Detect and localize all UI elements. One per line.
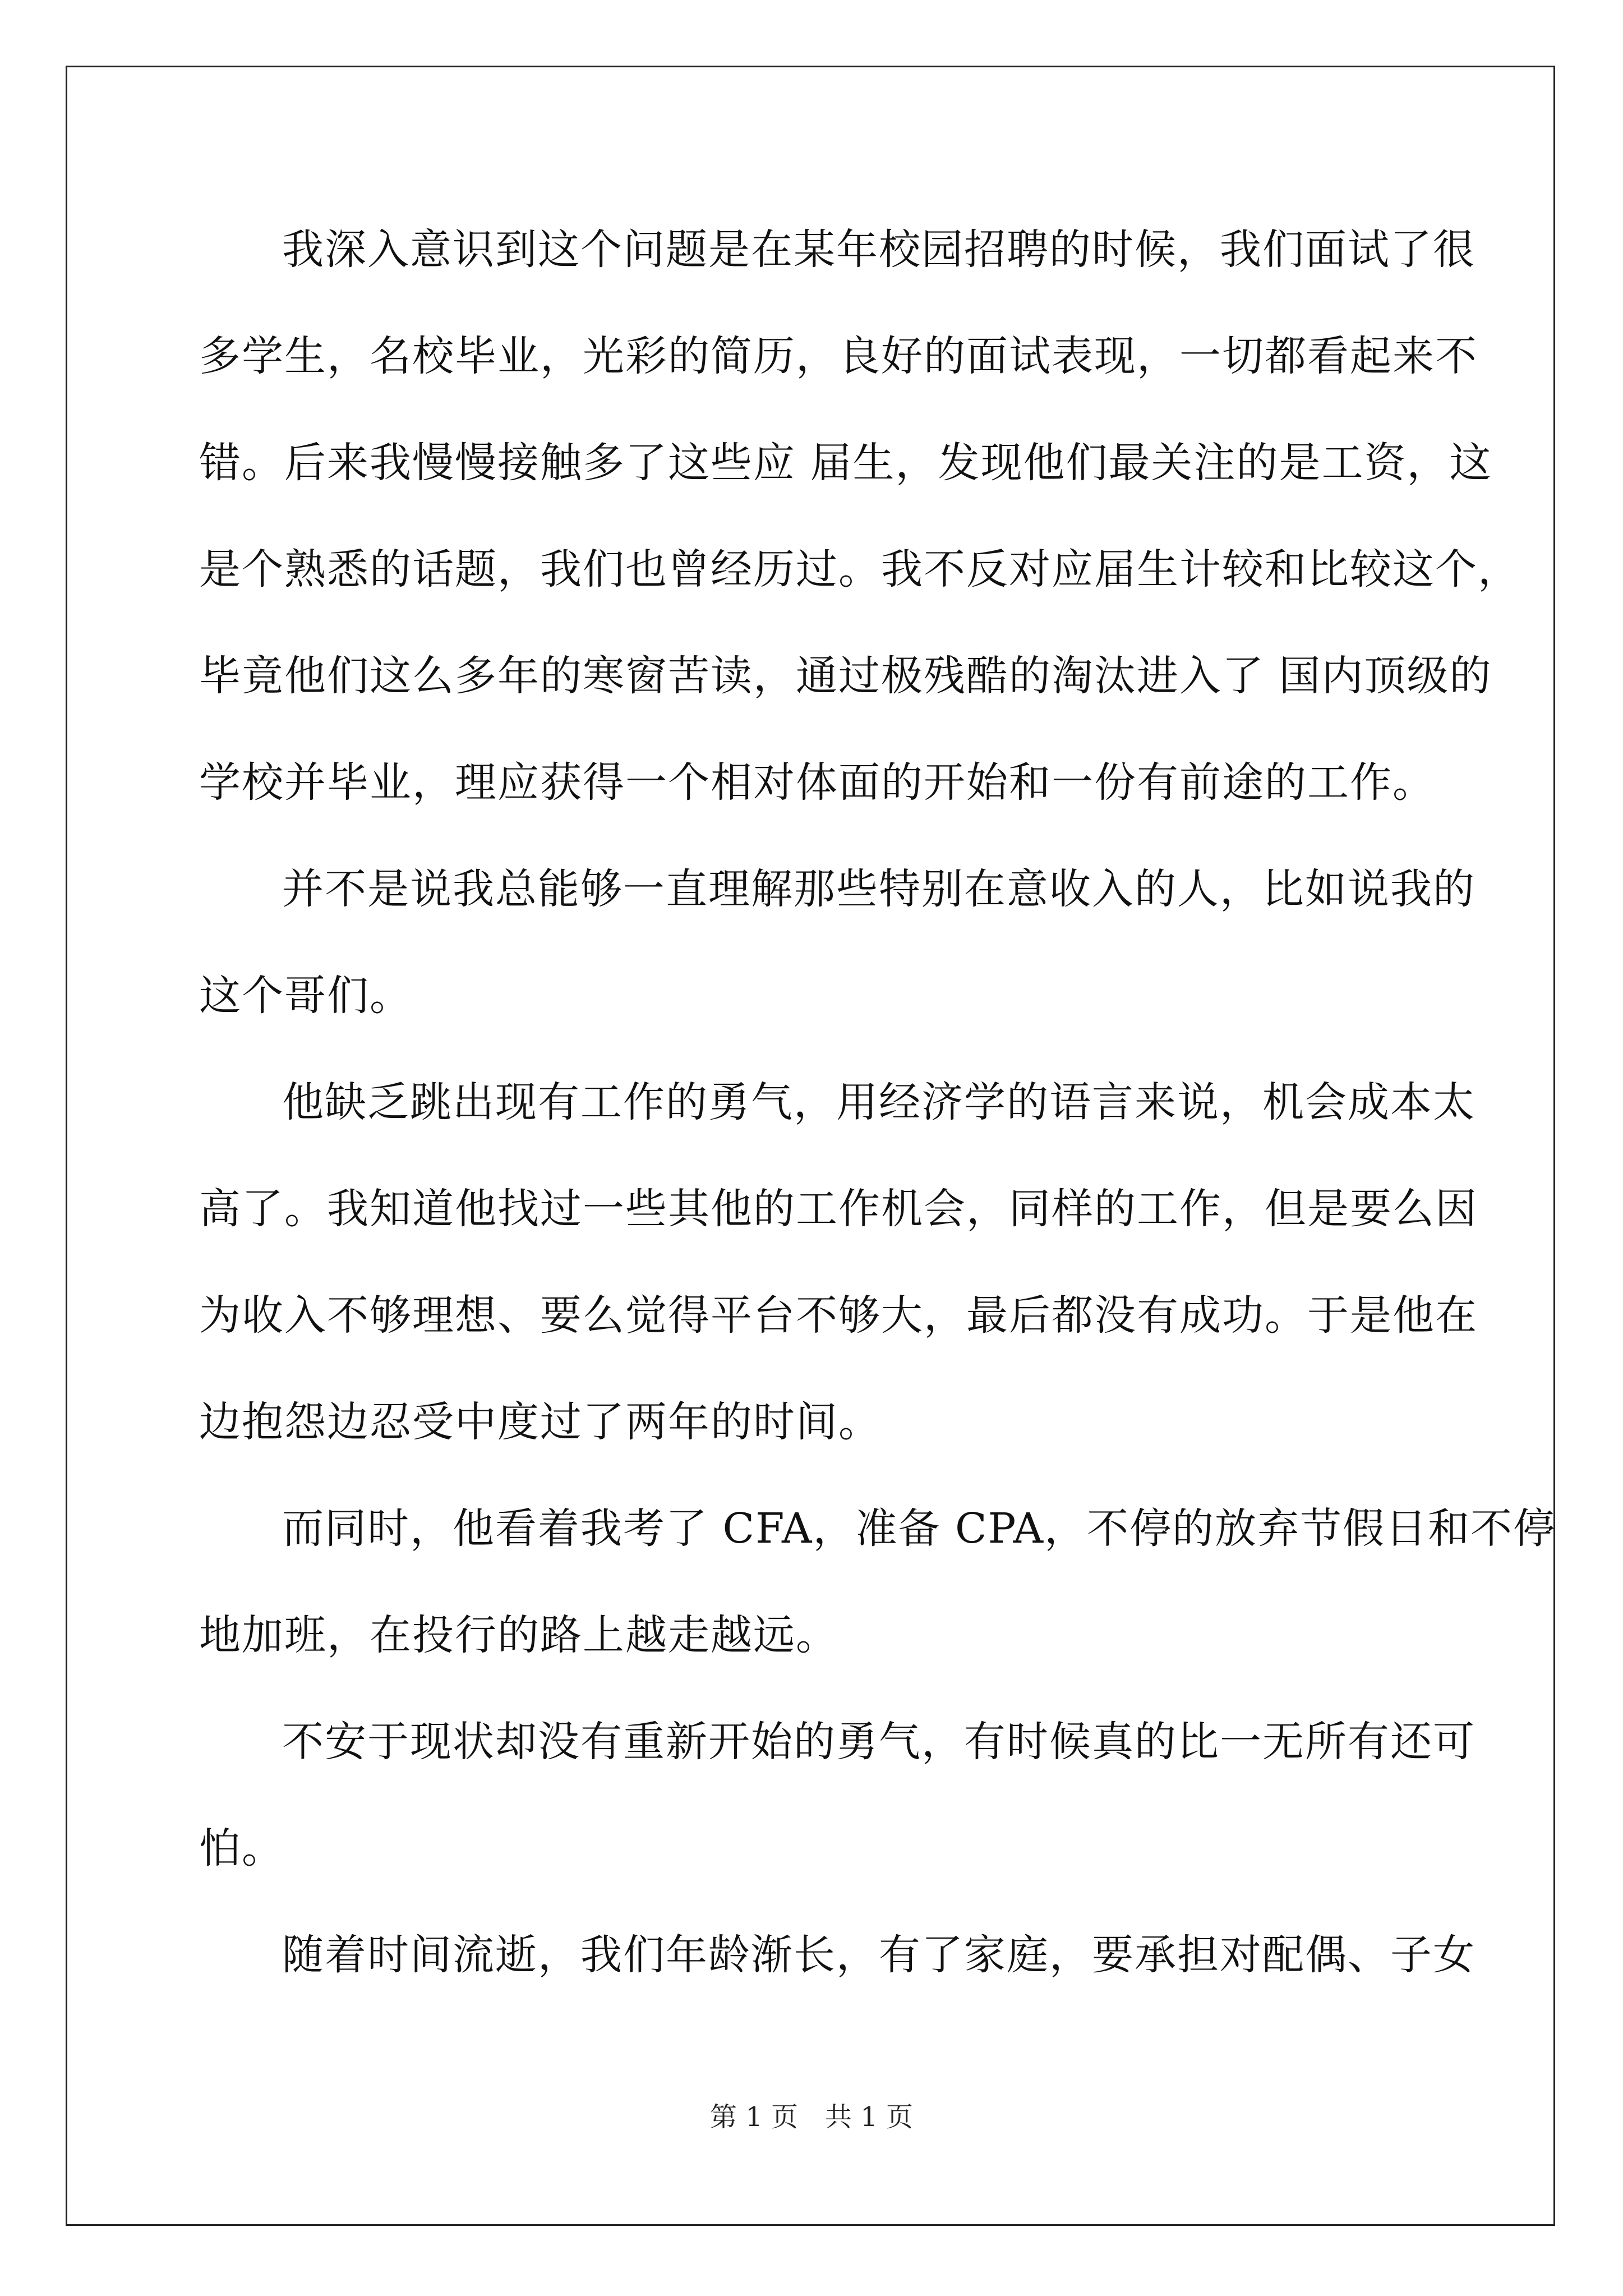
text-line: 多学生，名校毕业，光彩的简历，良好的面试表现，一切都看起来不 [199, 332, 1478, 380]
text-line: 高了。我知道他找过一些其他的工作机会，同样的工作，但是要么因 [199, 1185, 1478, 1233]
text-line: 地加班，在投行的路上越走越远。 [199, 1611, 838, 1659]
text-line: 错。后来我慢慢接触多了这些应 届生，发现他们最关注的是工资，这 [199, 439, 1492, 487]
text-line: 是个熟悉的话题，我们也曾经历过。我不反对应届生计较和比较这个， [199, 545, 1520, 593]
text-line: 随着时间流逝，我们年龄渐长，有了家庭，要承担对配偶、子女 [282, 1931, 1476, 1979]
document-body [199, 216, 1556, 2028]
text-line: 不安于现状却没有重新开始的勇气，有时候真的比一无所有还可 [282, 1718, 1476, 1766]
text-line: 为收入不够理想、要么觉得平台不够大，最后都没有成功。于是他在 [199, 1291, 1478, 1340]
text-line: 这个哥们。 [199, 972, 412, 1020]
text-line: 并不是说我总能够一直理解那些特别在意收入的人，比如说我的 [282, 865, 1476, 913]
text-line: 而同时，他看着我考了 CFA，准备 CPA，不停的放弃节假日和不停 [282, 1504, 1556, 1553]
text-line: 怕。 [199, 1824, 284, 1872]
text-line: 边抱怨边忍受中度过了两年的时间。 [199, 1398, 881, 1446]
text-line: 他缺乏跳出现有工作的勇气，用经济学的语言来说，机会成本太 [282, 1078, 1476, 1126]
page-number-footer: 第 1 页 共 1 页 [709, 2101, 914, 2133]
text-line: 我深入意识到这个问题是在某年校园招聘的时候，我们面试了很 [282, 226, 1476, 274]
text-line: 学校并毕业，理应获得一个相对体面的开始和一份有前途的工作。 [199, 758, 1435, 807]
text-line: 毕竟他们这么多年的寒窗苦读，通过极残酷的淘汰进入了 国内顶级的 [199, 652, 1492, 700]
